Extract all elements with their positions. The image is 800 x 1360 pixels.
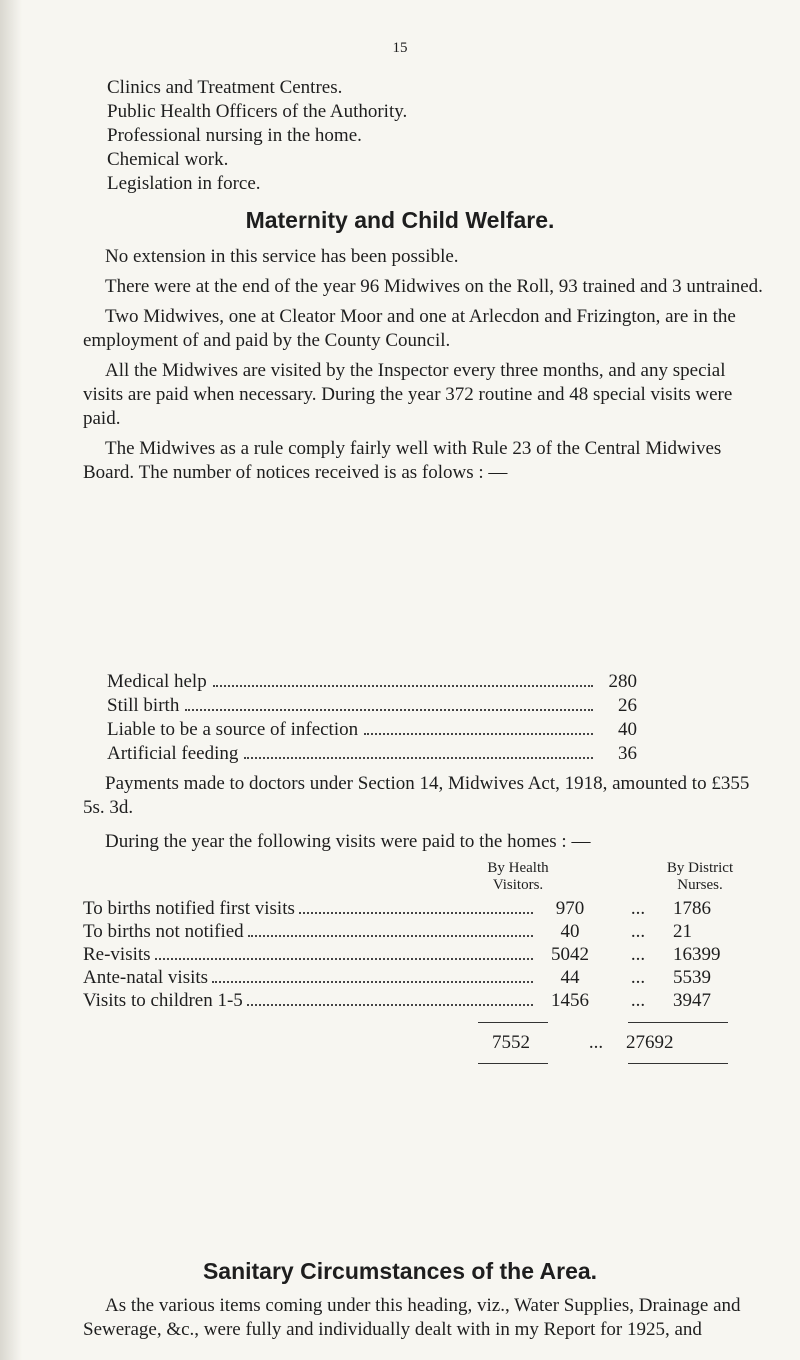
row-label: To births notified first visits (83, 898, 295, 919)
notice-label: Artificial feeding (107, 743, 239, 764)
topic-item: Chemical work. (107, 149, 229, 170)
payments-text-block (83, 772, 768, 854)
leader-dots (185, 709, 593, 711)
table-row (83, 967, 773, 989)
notice-value: 280 (608, 671, 637, 692)
health-visitors-value: 1456 (551, 990, 589, 1011)
district-nurses-value: 21 (673, 921, 692, 942)
totals-row (456, 1032, 776, 1054)
health-visitors-total: 7552 (492, 1032, 530, 1053)
row-label: Visits to children 1-5 (83, 990, 243, 1011)
total-rule-bottom-health (478, 1063, 548, 1064)
district-nurses-total: 27692 (626, 1032, 674, 1053)
leader-dots (299, 912, 533, 914)
paragraph: The Midwives as a rule comply fairly well with Rule 23 of the Central Midwives Board. The number of notices received is as folows : — (83, 438, 722, 483)
notice-row (107, 694, 637, 718)
topic-item: Public Health Officers of the Authority. (107, 101, 408, 122)
notice-value: 36 (618, 743, 637, 764)
topic-item: Clinics and Treatment Centres. (107, 77, 343, 98)
leader-dots (244, 757, 593, 759)
table-row (83, 921, 773, 943)
column-header-district-nurses (645, 860, 755, 894)
health-visitors-value: 5042 (551, 944, 589, 965)
separator-dots: ... (630, 990, 646, 1011)
header-line: Nurses. (677, 877, 723, 893)
notice-value: 26 (618, 695, 637, 716)
total-rule-top-health (478, 1022, 548, 1023)
paragraph: No extension in this service has been possible. (105, 246, 459, 267)
paragraph: There were at the end of the year 96 Midwives on the Roll, 93 trained and 3 untrained. (105, 276, 763, 297)
maternity-heading: Maternity and Child Welfare. (245, 207, 555, 233)
notice-label: Medical help (107, 671, 207, 692)
district-nurses-value: 3947 (673, 990, 711, 1011)
total-rule-bottom-nurses (628, 1063, 728, 1064)
paragraph: All the Midwives are visited by the Inspector every three months, and any special visits are paid when necessary. During the year 372 routine and 48 special visits were paid. (83, 360, 733, 429)
table-row (83, 944, 773, 966)
separator-dots: ... (630, 898, 646, 919)
maternity-text-block (83, 245, 768, 485)
topic-list (107, 76, 407, 196)
header-line: By District (666, 860, 734, 876)
sanitary-heading: Sanitary Circumstances of the Area. (202, 1258, 598, 1284)
column-header-health-visitors (463, 860, 573, 894)
district-nurses-value: 5539 (673, 967, 711, 988)
separator-dots: ... (630, 921, 646, 942)
leader-dots (247, 1004, 533, 1006)
separator-dots: ... (630, 967, 646, 988)
sanitary-text-block (83, 1294, 773, 1342)
paragraph: During the year the following visits were paid to the homes : — (105, 831, 591, 852)
leader-dots (364, 733, 593, 735)
row-label: Ante-natal visits (83, 967, 209, 988)
leader-dots (212, 981, 533, 983)
notice-row (107, 742, 637, 766)
page-edge-shadow (0, 0, 22, 1360)
paragraph: Two Midwives, one at Cleator Moor and one at Arlecdon and Frizington, are in the employment of and paid by the County Council. (83, 306, 736, 351)
paragraph: Payments made to doctors under Section 14, Midwives Act, 1918, amounted to £355 5s. 3d. (83, 773, 750, 818)
separator-dots: ... (630, 944, 646, 965)
row-label: To births not notified (83, 921, 244, 942)
notice-row (107, 670, 637, 694)
topic-item: Professional nursing in the home. (107, 125, 362, 146)
header-line: By Health (487, 860, 549, 876)
district-nurses-value: 16399 (673, 944, 721, 965)
health-visitors-value: 970 (555, 898, 585, 919)
notice-row (107, 718, 637, 742)
topic-item: Legislation in force. (107, 173, 261, 194)
table-row (83, 898, 773, 920)
total-rule-top-nurses (628, 1022, 728, 1023)
table-row (83, 990, 773, 1012)
notices-list (107, 670, 637, 766)
notice-label: Liable to be a source of infection (107, 719, 359, 740)
header-line: Visitors. (492, 877, 544, 893)
health-visitors-value: 44 (560, 967, 580, 988)
leader-dots (155, 958, 533, 960)
leader-dots (248, 935, 533, 937)
page-number: 15 (392, 40, 408, 56)
separator-dots: ... (588, 1032, 604, 1053)
notice-value: 40 (618, 719, 637, 740)
leader-dots (213, 685, 593, 687)
district-nurses-value: 1786 (673, 898, 711, 919)
notice-label: Still birth (107, 695, 180, 716)
health-visitors-value: 40 (560, 921, 580, 942)
paragraph: As the various items coming under this heading, viz., Water Supplies, Drainage and Sewerage, &c., were fully and individually dealt with in my Report for 1925, and (83, 1295, 741, 1340)
row-label: Re-visits (83, 944, 151, 965)
